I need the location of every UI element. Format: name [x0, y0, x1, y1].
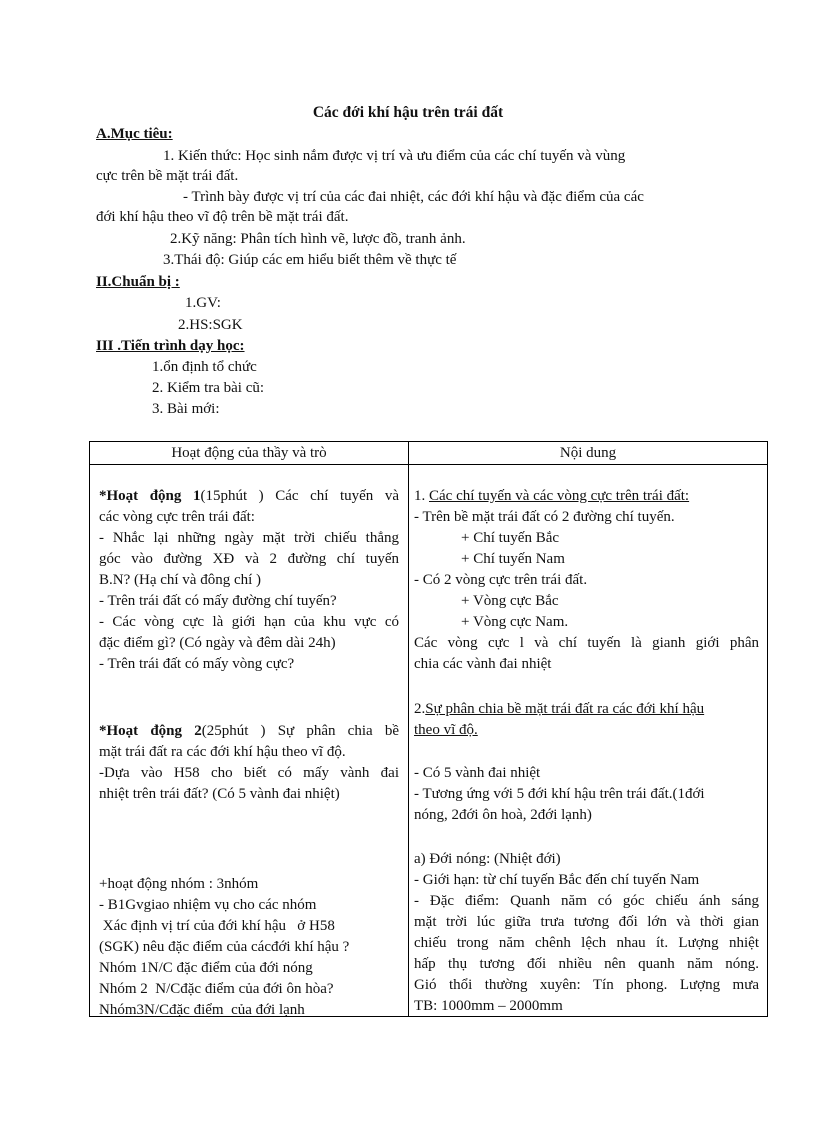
- column-header-content: Nội dung: [409, 442, 768, 465]
- objective-line: 1. Kiến thức: Học sinh nắm được vị trí và ưu điểm của các chí tuyến và vùng: [163, 148, 626, 164]
- activity-line: các vòng cực trên trái đất:: [99, 509, 255, 525]
- content-cell: [409, 465, 768, 1017]
- procedure-line: 1.ổn định tổ chức: [152, 359, 257, 375]
- group-activity-line: +hoạt động nhóm : 3nhóm: [99, 876, 259, 892]
- zone-line: hấp thụ tương đối nhiều nên quanh năm nóng.: [414, 956, 759, 972]
- table-row: [90, 465, 768, 1017]
- group-activity-line: Nhóm 2 N/Cđặc điểm của đới ôn hòa?: [99, 981, 334, 997]
- content-section-1-heading: [414, 486, 689, 507]
- group-activity-line: - B1Gvgiao nhiệm vụ cho các nhóm: [99, 897, 317, 913]
- activity-2-heading: [99, 721, 399, 742]
- activity-line: - Trên trái đất có mấy đường chí tuyến?: [99, 593, 337, 609]
- zone-line: mặt trời lúc giữa trưa tương đối lớn và thời gian: [414, 914, 759, 930]
- activity-1-text: (15phút ) Các chí tuyến và: [200, 488, 399, 504]
- content-line: + Vòng cực Bắc: [461, 593, 559, 609]
- activity-line: góc vào đường XĐ và 2 đường chí tuyến: [99, 551, 399, 567]
- preparation-line: 1.GV:: [185, 295, 221, 311]
- activity-line: - Trên trái đất có mấy vòng cực?: [99, 656, 295, 672]
- content-section-1-title: Các chí tuyến và các vòng cực trên trái đất:: [429, 488, 690, 504]
- content-line: chia các vành đai nhiệt: [414, 656, 552, 672]
- content-line: + Chí tuyến Nam: [461, 551, 565, 567]
- group-activity-line: Xác định vị trí của đới khí hậu ở H58: [99, 918, 335, 934]
- section-b-heading: II.Chuẩn bị :: [96, 274, 180, 290]
- content-section-2-title-cont: theo vĩ độ.: [414, 722, 478, 738]
- objective-line: 2.Kỹ năng: Phân tích hình vẽ, lược đồ, tranh ảnh.: [170, 231, 466, 247]
- content-line: - Có 5 vành đai nhiệt: [414, 765, 541, 781]
- objective-line: đới khí hậu theo vĩ độ trên bề mặt trái đất.: [96, 209, 349, 225]
- content-section-2-number: 2.: [414, 701, 426, 717]
- zone-line: Gió thổi thường xuyên: Tín phong. Lượng mưa: [414, 977, 759, 993]
- content-line: - Có 2 vòng cực trên trái đất.: [414, 572, 588, 588]
- column-header-activities: Hoạt động của thầy và trò: [90, 442, 409, 465]
- activity-line: - Nhắc lại những ngày mặt trời chiếu thẳng: [99, 530, 399, 546]
- activity-2-label: *Hoạt động 2: [99, 723, 202, 739]
- content-section-1-number: 1.: [414, 488, 429, 504]
- activity-line: - Các vòng cực là giới hạn của khu vực có: [99, 614, 399, 630]
- group-activity-line: Nhóm3N/Cđặc điểm của đới lạnh: [99, 1002, 305, 1018]
- group-activity-line: (SGK) nêu đặc điểm của cácđới khí hậu ?: [99, 939, 350, 955]
- preparation-line: 2.HS:SGK: [178, 317, 243, 333]
- activity-line: B.N? (Hạ chí và đông chí ): [99, 572, 262, 588]
- activity-line: mặt trái đất ra các đới khí hậu theo vĩ độ.: [99, 744, 346, 760]
- table-header-row: [90, 442, 768, 465]
- content-line: Các vòng cực l và chí tuyến là gianh giới phân: [414, 635, 759, 651]
- activities-cell: [90, 465, 409, 1017]
- objective-line: - Trình bày được vị trí của các đai nhiệt, các đới khí hậu và đặc điểm của các: [183, 189, 644, 205]
- activity-line: đặc điểm gì? (Có ngày và đêm dài 24h): [99, 635, 336, 651]
- content-line: nóng, 2đới ôn hoà, 2đới lạnh): [414, 807, 592, 823]
- zone-line: chiếu trong năm chênh lệch nhau ít. Lượng nhiệt: [414, 935, 759, 951]
- lesson-table: [89, 441, 768, 1017]
- activity-line: nhiệt trên trái đất? (Có 5 vành đai nhiệt): [99, 786, 340, 802]
- section-a-heading: A.Mục tiêu:: [96, 126, 173, 142]
- activity-1-heading: [99, 486, 399, 507]
- content-section-2-title: Sự phân chia bề mặt trái đất ra các đới khí hậu: [425, 701, 705, 717]
- activity-2-text: (25phút ) Sự phân chia bề: [201, 723, 399, 739]
- zone-line: TB: 1000mm – 2000mm: [414, 998, 563, 1014]
- activity-1-label: *Hoạt động 1: [99, 488, 201, 504]
- content-line: + Vòng cực Nam.: [461, 614, 569, 630]
- section-c-heading: III .Tiến trình dạy học:: [96, 338, 245, 354]
- page-title: Các đới khí hậu trên trái đất: [312, 104, 504, 121]
- content-line: + Chí tuyến Bắc: [461, 530, 560, 546]
- objective-line: 3.Thái độ: Giúp các em hiểu biết thêm về thực tế: [163, 252, 457, 268]
- procedure-line: 3. Bài mới:: [152, 401, 220, 417]
- group-activity-line: Nhóm 1N/C đặc điểm của đới nóng: [99, 960, 313, 976]
- objective-line: cực trên bề mặt trái đất.: [96, 168, 239, 184]
- zone-line: a) Đới nóng: (Nhiệt đới): [414, 851, 561, 867]
- content-line: - Tương ứng với 5 đới khí hậu trên trái đất.(1đới: [414, 786, 705, 802]
- activity-line: -Dựa vào H58 cho biết có mấy vành đai: [99, 765, 399, 781]
- content-section-2-heading: [414, 699, 704, 720]
- procedure-line: 2. Kiểm tra bài cũ:: [152, 380, 265, 396]
- content-line: - Trên bề mặt trái đất có 2 đường chí tuyến.: [414, 509, 675, 525]
- zone-line: - Giới hạn: từ chí tuyến Bắc đến chí tuyến Nam: [414, 872, 700, 888]
- zone-line: - Đặc điểm: Quanh năm có góc chiếu ánh sáng: [414, 893, 759, 909]
